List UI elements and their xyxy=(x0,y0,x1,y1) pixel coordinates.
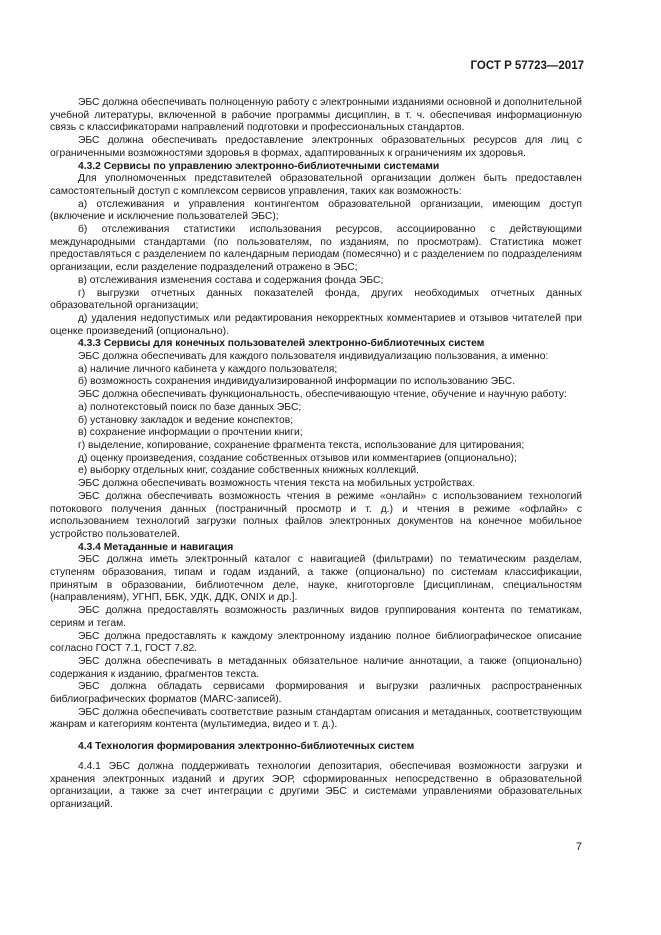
section-heading: 4.4 Технология формирования электронно-библиотечных систем xyxy=(78,741,415,753)
body-paragraph: Для уполномоченных представителей образовательной организации должен быть предоставлен самостоятельный доступ с комплексом сервисов управления, таких как возможность: xyxy=(50,173,582,197)
body-paragraph: а) отслеживания и управления контингентом образовательной организации, имеющим доступ (включение и исключение пользователей ЭБС); xyxy=(50,198,582,223)
body-paragraph: а) наличие личного кабинета у каждого пользователя; xyxy=(78,363,338,375)
body-paragraph: ЭБС должна обеспечивать возможность чтения в режиме «онлайн» с использованием технологий потокового получения данных (постраничный просмотр и т. д.) и чтения в режиме «офлайн» с использованием технологий загрузки полных файлов электронных документов на конечное мобильное устройство пользователей. xyxy=(50,490,582,540)
body-paragraph: б) возможность сохранения индивидуализированной информации по использованию ЭБС. xyxy=(78,376,516,388)
body-paragraph: б) отслеживания статистики использования ресурсов, ассоциированно с действующими международными стандартами (по пользователям, по изданиям, по просмотрам). Статистика может предоставляться с разделением по календарным периодам (помесячно) и с разделением по подразделениям организации, если разделение подразделений отражено в ЭБС; xyxy=(50,224,582,274)
document-body xyxy=(50,97,582,812)
section-heading: 4.3.2 Сервисы по управлению электронно-библиотечными системами xyxy=(78,160,440,172)
body-paragraph: д) оценку произведения, создание собственных отзывов или комментариев (опционально); xyxy=(78,452,517,464)
body-paragraph: ЭБС должна обеспечивать предоставление электронных образовательных ресурсов для лиц с ограниченными возможностями здоровья в формах, адаптированных к ограничениям их здоровья. xyxy=(50,135,582,159)
body-paragraph: а) полнотекстовый поиск по базе данных ЭБС; xyxy=(78,401,302,413)
body-paragraph: ЭБС должна предоставлять возможность различных видов группирования контента по тематикам, сериям и тегам. xyxy=(50,605,582,629)
document-code: ГОСТ Р 57723—2017 xyxy=(470,60,584,72)
body-paragraph: е) выборку отдельных книг, создание собственных книжных коллекций. xyxy=(78,465,419,477)
body-paragraph: ЭБС должна иметь электронный каталог с навигацией (фильтрами) по тематическим разделам, ступеням образования, типам и годам изданий, а также (опционально) по системам классификации, принятым в образовании, библиотечном деле, науке, книготорговле [дисциплинам, специальностям (направлениям), УГНП, ББК, УДК, ДДК, ONIX и др.]. xyxy=(50,554,582,604)
body-paragraph: д) удаления недопустимых или редактирования некорректных комментариев и отзывов читателей при оценке произведений (опционально). xyxy=(50,312,582,337)
section-heading: 4.3.3 Сервисы для конечных пользователей электронно-библиотечных систем xyxy=(78,338,485,350)
body-paragraph: г) выгрузки отчетных данных показателей фонда, других необходимых отчетных данных образовательной организации; xyxy=(50,287,582,312)
body-paragraph: г) выделение, копирование, сохранение фрагмента текста, использование для цитирования; xyxy=(78,439,525,451)
body-paragraph: ЭБС должна предоставлять к каждому электронному изданию полное библиографическое описание согласно ГОСТ 7.1, ГОСТ 7.82. xyxy=(50,630,582,655)
body-paragraph: б) установку закладок и ведение конспектов; xyxy=(78,414,294,426)
body-paragraph: 4.4.1 ЭБС должна поддерживать технологии депозитария, обеспечивая возможности загрузки и хранения электронных изданий и других ЭОР, сформированных непосредственно в образовательной организации, а также за счет интеграции с другими ЭБС и системами управлениями образовательных организаций. xyxy=(50,760,582,810)
body-paragraph: ЭБС должна обеспечивать для каждого пользователя индивидуализацию пользования, а именно: xyxy=(78,351,549,363)
body-paragraph: ЭБС должна обеспечивать полноценную работу с электронными изданиями основной и дополнительной учебной литературы, включенной в рабочие программы дисциплин, в т. ч. обеспечивая информационную связь с классификаторами направлений подготовки и профессиональных стандартов. xyxy=(50,97,582,134)
section-heading: 4.3.4 Метаданные и навигация xyxy=(78,541,234,553)
body-paragraph: в) сохранение информации о прочтении книги; xyxy=(78,427,303,439)
page-number: 7 xyxy=(575,841,582,853)
body-paragraph: ЭБС должна обеспечивать соответствие разным стандартам описания и метаданных, соответствующим жанрам и категориям контента (мультимедиа, видео и т. д.). xyxy=(50,706,582,731)
body-paragraph: ЭБС должна обладать сервисами формирования и выгрузки различных распространенных библиографических форматов (MARC-записей). xyxy=(50,681,582,706)
body-paragraph: в) отслеживания изменения состава и содержания фонда ЭБС; xyxy=(78,274,384,286)
body-paragraph: ЭБС должна обеспечивать возможность чтения текста на мобильных устройствах. xyxy=(78,478,476,490)
body-paragraph: ЭБС должна обеспечивать в метаданных обязательное наличие аннотации, а также (опционально) содержания к изданию, фрагментов текста. xyxy=(50,655,582,680)
body-paragraph: ЭБС должна обеспечивать функциональность, обеспечивающую чтение, обучение и научную работу: xyxy=(78,389,567,401)
